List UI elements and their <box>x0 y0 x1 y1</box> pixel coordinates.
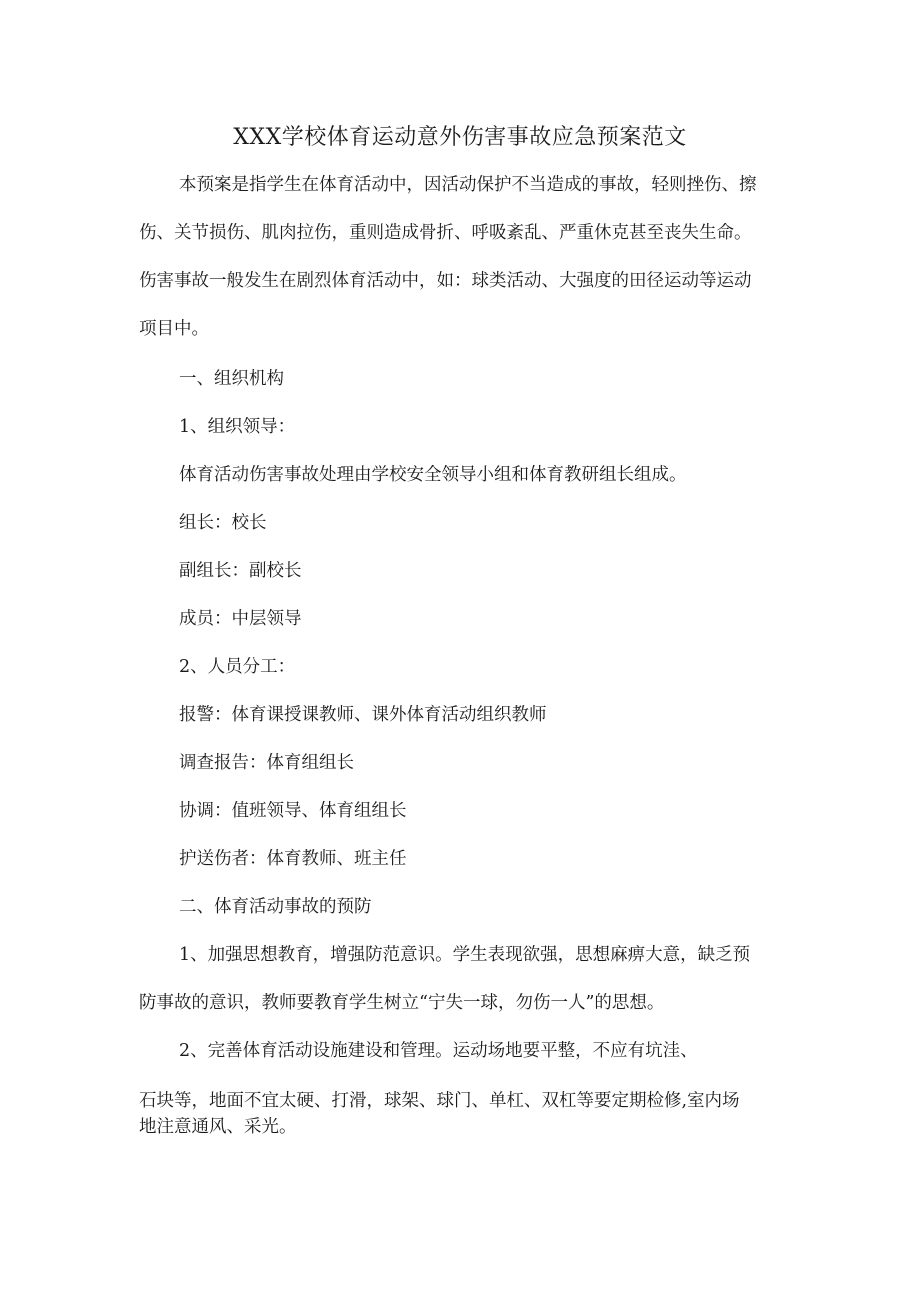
leader-line: 组长：校长 <box>179 513 267 533</box>
section2-p1-line-1: 1、加强思想教育，增强防范意识。学生表现欲强，思想麻痹大意，缺乏预 <box>179 945 751 965</box>
intro-line-2: 伤、关节损伤、肌肉拉伤，重则造成骨折、呼吸紊乱、严重休克甚至丧失生命。 <box>139 223 752 243</box>
coord-line: 协调：值班领导、体育组组长 <box>179 801 407 821</box>
vice-leader-line: 副组长：副校长 <box>179 561 302 581</box>
intro-line-3: 伤害事故一般发生在剧烈体育活动中，如：球类活动、大强度的田径运动等运动 <box>139 271 752 291</box>
section2-p2-line-3: 地注意通风、采光。 <box>139 1117 297 1137</box>
section2-p1-line-2: 防事故的意识，教师要教育学生树立“宁失一球，勿伤一人”的思想。 <box>139 993 665 1013</box>
section1-heading: 一、组织机构 <box>179 369 284 389</box>
section1-sub2: 2、人员分工： <box>179 657 296 677</box>
section2-p2-line-1: 2、完善体育活动设施建设和管理。运动场地要平整，不应有坑洼、 <box>179 1041 698 1061</box>
alarm-line: 报警：体育课授课教师、课外体育活动组织教师 <box>179 705 547 725</box>
section2-p2-line-2: 石块等，地面不宜太硬、打滑，球架、球门、单杠、双杠等要定期检修,室内场 <box>139 1091 740 1111</box>
document-title: XXX学校体育运动意外伤害事故应急预案范文 <box>233 125 687 150</box>
report-line: 调查报告：体育组组长 <box>179 753 354 773</box>
section1-desc: 体育活动伤害事故处理由学校安全领导小组和体育教研组长组成。 <box>179 465 687 485</box>
intro-line-1: 本预案是指学生在体育活动中，因活动保护不当造成的事故，轻则挫伤、擦 <box>179 175 757 195</box>
section1-sub1: 1、组织领导： <box>179 417 296 437</box>
members-line: 成员：中层领导 <box>179 609 302 629</box>
intro-line-4: 项目中。 <box>139 319 209 339</box>
section2-heading: 二、体育活动事故的预防 <box>179 897 372 917</box>
escort-line: 护送伤者：体育教师、班主任 <box>179 849 407 869</box>
